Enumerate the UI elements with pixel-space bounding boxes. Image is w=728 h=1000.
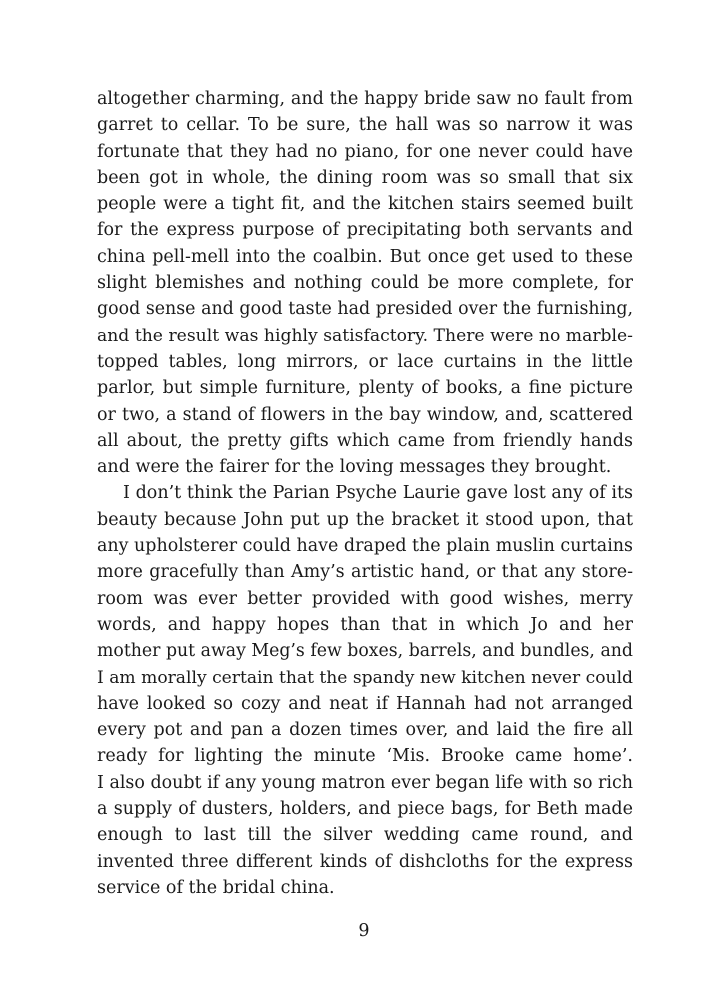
text-line: beauty because John put up the bracket it stood upon, that: [97, 509, 633, 530]
text-line: more gracefully than Amy’s artistic hand, or that any store-: [97, 562, 633, 583]
text-line: parlor, but simple furniture, plenty of books, a fine picture: [97, 378, 633, 399]
text-line: slight blemishes and nothing could be more complete, for: [97, 273, 633, 294]
text-line: all about, the pretty gifts which came from friendly hands: [97, 430, 633, 451]
text-line: and the result was highly satisfactory. There were no marble-: [97, 325, 633, 346]
text-line: good sense and good taste had presided over the furnishing,: [97, 299, 633, 320]
text-line: been got in whole, the dining room was so small that six: [97, 167, 633, 188]
text-line: and were the fairer for the loving messages they brought.: [97, 457, 612, 478]
text-line: altogether charming, and the happy bride saw no fault from: [97, 89, 633, 109]
text-line: ready for lighting the minute ‘Mis. Brooke came home’.: [97, 746, 633, 767]
text-line: garret to cellar. To be sure, the hall was so narrow it was: [97, 115, 633, 136]
text-line: every pot and pan a dozen times over, and laid the fire all: [97, 720, 633, 741]
text-line: any upholsterer could have draped the plain muslin curtains: [97, 536, 633, 557]
body-text: [97, 86, 633, 901]
page-number: 9: [358, 921, 370, 941]
text-line: have looked so cozy and neat if Hannah had not arranged: [97, 693, 633, 714]
text-line: I am morally certain that the spandy new kitchen never could: [97, 667, 633, 688]
text-line: fortunate that they had no piano, for one never could have: [97, 141, 633, 162]
text-line: service of the bridal china.: [97, 877, 335, 898]
paragraph-1: [97, 86, 633, 480]
paragraph-2: [97, 480, 633, 901]
text-line: words, and happy hopes than that in which Jo and her: [97, 614, 633, 635]
text-line: a supply of dusters, holders, and piece bags, for Beth made: [97, 799, 633, 820]
text-line: or two, a stand of flowers in the bay window, and, scattered: [97, 404, 633, 425]
text-line: china pell-mell into the coalbin. But once get used to these: [97, 246, 633, 267]
text-line: for the express purpose of precipitating both servants and: [97, 220, 633, 241]
text-line: I also doubt if any young matron ever began life with so rich: [97, 772, 633, 793]
text-line: topped tables, long mirrors, or lace curtains in the little: [97, 351, 633, 372]
text-line: invented three different kinds of dishcloths for the express: [97, 851, 633, 872]
text-line: people were a tight fit, and the kitchen stairs seemed built: [97, 194, 633, 215]
text-line: mother put away Meg’s few boxes, barrels, and bundles, and: [97, 641, 633, 662]
text-line: enough to last till the silver wedding came round, and: [97, 825, 633, 846]
text-line: room was ever better provided with good wishes, merry: [97, 588, 633, 609]
text-line: I don’t think the Parian Psyche Laurie gave lost any of its: [123, 483, 633, 504]
